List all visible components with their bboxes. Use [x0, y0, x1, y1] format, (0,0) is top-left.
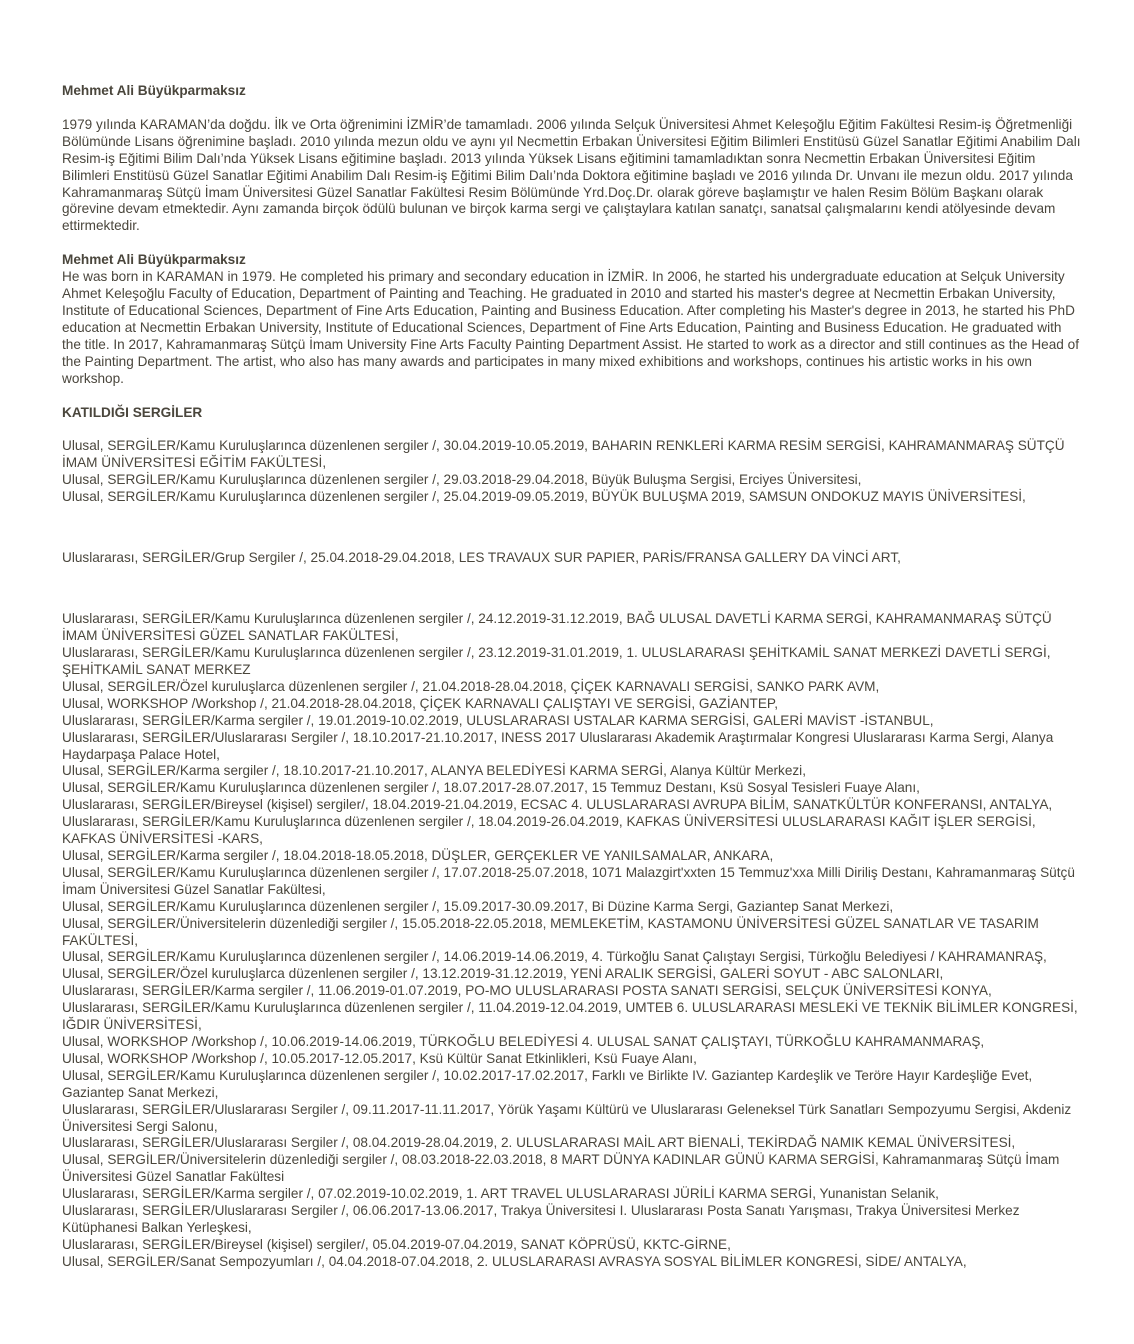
exhibition-entry: Ulusal, SERGİLER/Üniversitelerin düzenlediği sergiler /, 08.03.2018-22.03.2018, 8 MART DÜNYA KADINLAR GÜNÜ KARMA SERGİSİ, Kahramanmaraş Sütçü İmam Üniversitesi Güzel Sanatlar Fakültesi [62, 1152, 1060, 1185]
document-page [62, 83, 1082, 1271]
exhibition-entry: Uluslararası, SERGİLER/Uluslararası Sergiler /, 18.10.2017-21.10.2017, INESS 2017 Uluslararası Akademik Araştırmalar Kongresi Uluslararası Karma Sergi, Alanya Haydarpaşa Palace Hotel, [62, 729, 1054, 762]
spacer [62, 421, 1082, 438]
exhibition-entry: Ulusal, SERGİLER/Kamu Kuruluşlarınca düzenlenen sergiler /, 10.02.2017-17.02.2017, Farklı ve Birlikte IV. Gaziantep Kardeşlik ve Teröre Hayır Kardeşliğe Evet, Gaziantep Sanat Merkezi, [62, 1067, 1033, 1100]
exhibition-entry: Uluslararası, SERGİLER/Uluslararası Sergiler /, 09.11.2017-11.11.2017, Yörük Yaşamı Kültürü ve Uluslararası Geleneksel Türk Sanatları Sempozyumu Sergisi, Akdeniz Üniversitesi Sergi Salonu, [62, 1101, 1072, 1134]
spacer [62, 100, 1082, 117]
exhibition-entry: Ulusal, SERGİLER/Kamu Kuruluşlarınca düzenlenen sergiler /, 30.04.2019-10.05.2019, BAHARIN RENKLERİ KARMA RESİM SERGİSİ, KAHRAMANMARAŞ SÜTÇÜ İMAM ÜNİVERSİTESİ EĞİTİM FAKÜLTESİ, [62, 438, 1065, 471]
exhibition-blank-line [62, 581, 1082, 598]
exhibition-entry: Uluslararası, SERGİLER/Uluslararası Sergiler /, 08.04.2019-28.04.2019, 2. ULUSLARARASI MAİL ART BİENALİ, TEKİRDAĞ NAMIK KEMAL ÜNİVERSİTESİ, [62, 1135, 1016, 1151]
exhibition-entry: Uluslararası, SERGİLER/Karma sergiler /, 11.06.2019-01.07.2019, PO-MO ULUSLARARASI POSTA SANATI SERGİSİ, SELÇUK ÜNİVERSİTESİ KONYA, [62, 983, 992, 999]
exhibition-entry: Ulusal, WORKSHOP /Workshop /, 10.06.2019-14.06.2019, TÜRKOĞLU BELEDİYESİ 4. ULUSAL SANAT ÇALIŞTAYI, TÜRKOĞLU KAHRAMANMARAŞ, [62, 1033, 985, 1049]
exhibition-entry: Uluslararası, SERGİLER/Karma sergiler /, 07.02.2019-10.02.2019, 1. ART TRAVEL ULUSLARARASI JÜRİLİ KARMA SERGİ, Yunanistan Selanik, [62, 1186, 939, 1202]
exhibition-entry: Ulusal, SERGİLER/Kamu Kuruluşlarınca düzenlenen sergiler /, 29.03.2018-29.04.2018, Büyük Buluşma Sergisi, Erciyes Üniversitesi, [62, 472, 862, 488]
exhibition-entry: Uluslararası, SERGİLER/Bireysel (kişisel) sergiler/, 18.04.2019-21.04.2019, ECSAC 4. ULUSLARARASI AVRUPA BİLİM, SANATKÜLTÜR KONFERANSI, ANTALYA, [62, 797, 1053, 813]
tr-biography: 1979 yılında KARAMAN’da doğdu. İlk ve Orta öğrenimini İZMİR’de tamamladı. 2006 yılında Selçuk Üniversitesi Ahmet Keleşoğlu Eğitim Fakültesi Resim-iş Öğretmenliği Bölümünde Lisans öğrenimine başladı. 2010 yılında mezun oldu ve aynı yıl Necmettin Erbakan Üniversitesi Eğitim Bilimleri Enstitüsü Güzel Sanatlar Eğitimi Anabilim Dalı Resim-iş Eğitimi Bilim Dalı’nda Yüksek Lisans eğitimine başladı. 2013 yılında Yüksek Lisans eğitimini tamamladıktan sonra Necmettin Erbakan Üniversitesi Eğitim Bilimleri Enstitüsü Güzel Sanatlar Eğitimi Anabilim Dalı Resim-iş Eğitimi Bilim Dalı’nda Doktora eğitimine başladı ve 2016 yılında Dr. Unvanı ile mezun oldu. 2017 yılında Kahramanmaraş Sütçü İmam Üniversitesi Güzel Sanatlar Fakültesi Resim Bölümünde Yrd.Doç.Dr. olarak göreve başlamıştır ve halen Resim Bölüm Başkanı olarak görevine devam etmektedir. Aynı zamanda birçok ödülü bulunan ve birçok karma sergi ve çalıştaylara katılan sanatçı, sanatsal çalışmalarını kendi atölyesinde devam ettirmektedir. [62, 116, 1081, 234]
exhibition-blank-line [62, 520, 1082, 537]
tr-artist-name: Mehmet Ali Büyükparmaksız [62, 83, 246, 98]
exhibition-entry: Ulusal, SERGİLER/Kamu Kuruluşlarınca düzenlenen sergiler /, 15.09.2017-30.09.2017, Bi Düzine Karma Sergi, Gaziantep Sanat Merkezi, [62, 898, 894, 914]
exhibition-entry: Ulusal, SERGİLER/Karma sergiler /, 18.10.2017-21.10.2017, ALANYA BELEDİYESİ KARMA SERGİ, Alanya Kültür Merkezi, [62, 763, 806, 779]
spacer [62, 235, 1082, 252]
exhibition-entry: Uluslararası, SERGİLER/Uluslararası Sergiler /, 06.06.2017-13.06.2017, Trakya Üniversitesi I. Uluslararası Posta Sanatı Yarışması, Trakya Üniversitesi Merkez Kütüphanesi Balkan Yerleşkesi, [62, 1203, 1020, 1235]
exhibition-entry: Ulusal, SERGİLER/Kamu Kuruluşlarınca düzenlenen sergiler /, 18.07.2017-28.07.2017, 15 Temmuz Destanı, Ksü Sosyal Tesisleri Fuaye Alanı, [62, 780, 920, 796]
exhibition-entry: Ulusal, SERGİLER/Kamu Kuruluşlarınca düzenlenen sergiler /, 14.06.2019-14.06.2019, 4. Türkoğlu Sanat Çalıştayı Sergisi, Türkoğlu Belediyesi / KAHRAMANRAŞ, [62, 949, 1047, 965]
exhibitions-heading: KATILDIĞI SERGİLER [62, 404, 203, 420]
exhibition-entry: Ulusal, SERGİLER/Kamu Kuruluşlarınca düzenlenen sergiler /, 17.07.2018-25.07.2018, 1071 Malazgirt'xxten 15 Temmuz'xxa Milli Diriliş Destanı, Kahramanmaraş Sütçü İmam Üniversitesi Güzel Sanatlar Fakültesi, [62, 864, 1075, 897]
exhibition-entry: Uluslararası, SERGİLER/Grup Sergiler /, 25.04.2018-29.04.2018, LES TRAVAUX SUR PAPIER, PARİS/FRANSA GALLERY DA VİNCİ ART, [62, 550, 901, 566]
exhibition-entry: Uluslararası, SERGİLER/Kamu Kuruluşlarınca düzenlenen sergiler /, 24.12.2019-31.12.2019, BAĞ ULUSAL DAVETLİ KARMA SERGİ, KAHRAMANMARAŞ SÜTÇÜ İMAM ÜNİVERSİTESİ GÜZEL SANATLAR FAKÜLTESİ, [62, 611, 1052, 644]
exhibition-entry: Ulusal, SERGİLER/Sanat Sempozyumları /, 04.04.2018-07.04.2018, 2. ULUSLARARASI AVRASYA SOSYAL BİLİMLER KONGRESİ, SİDE/ ANTALYA, [62, 1253, 967, 1269]
en-biography: He was born in KARAMAN in 1979. He completed his primary and secondary education in İZMİR. In 2006, he started his undergraduate education at Selçuk University Ahmet Keleşoğlu Faculty of Education, Department of Painting and Teaching. He graduated in 2010 and started his master's degree at Necmettin Erbakan University, Institute of Educational Sciences, Department of Fine Arts Education, Painting and Business Education. After completing his Master's degree in 2013, he started his PhD education at Necmettin Erbakan University, Institute of Educational Sciences, Department of Fine Arts Education, Painting and Business Education. He graduated with the title. In 2017, Kahramanmaraş Sütçü İmam University Fine Arts Faculty Painting Department Assist. He started to work as a director and still continues as the Head of the Painting Department. The artist, who also has many awards and participates in many mixed exhibitions and workshops, continues his artistic works in his own workshop. [62, 269, 1079, 386]
exhibition-entry: Ulusal, WORKSHOP /Workshop /, 21.04.2018-28.04.2018, ÇİÇEK KARNAVALI ÇALIŞTAYI VE SERGİSİ, GAZİANTEP, [62, 695, 778, 711]
exhibition-entry: Uluslararası, SERGİLER/Karma sergiler /, 19.01.2019-10.02.2019, ULUSLARARASI USTALAR KARMA SERGİSİ, GALERİ MAVİST -İSTANBUL, [62, 712, 934, 728]
exhibition-entry: Uluslararası, SERGİLER/Bireysel (kişisel) sergiler/, 05.04.2019-07.04.2019, SANAT KÖPRÜSÜ, KKTC-GİRNE, [62, 1236, 731, 1252]
exhibition-entry: Ulusal, SERGİLER/Üniversitelerin düzenlediği sergiler /, 15.05.2018-22.05.2018, MEMLEKETİM, KASTAMONU ÜNİVERSİTESİ GÜZEL SANATLAR VE TASARIM FAKÜLTESİ, [62, 915, 1039, 948]
exhibition-entry: Uluslararası, SERGİLER/Kamu Kuruluşlarınca düzenlenen sergiler /, 11.04.2019-12.04.2019, UMTEB 6. ULUSLARARASI MESLEKİ VE TEKNİK BİLİMLER KONGRESİ, IĞDIR ÜNİVERSİTESİ, [62, 1000, 1078, 1033]
exhibition-entry: Ulusal, SERGİLER/Özel kuruluşlarca düzenlenen sergiler /, 21.04.2018-28.04.2018, ÇİÇEK KARNAVALI SERGİSİ, SANKO PARK AVM, [62, 678, 880, 694]
spacer [62, 388, 1082, 405]
exhibition-entry: Ulusal, SERGİLER/Karma sergiler /, 18.04.2018-18.05.2018, DÜŞLER, GERÇEKLER VE YANILSAMALAR, ANKARA, [62, 848, 774, 863]
exhibition-entry: Ulusal, WORKSHOP /Workshop /, 10.05.2017-12.05.2017, Ksü Kültür Sanat Etkinlikleri, Ksü Fuaye Alanı, [62, 1050, 697, 1066]
exhibition-entry: Uluslararası, SERGİLER/Kamu Kuruluşlarınca düzenlenen sergiler /, 18.04.2019-26.04.2019, KAFKAS ÜNİVERSİTESİ ULUSLARARASI KAĞIT İŞLER SERGİSİ, KAFKAS ÜNİVERSİTESİ -KARS, [62, 814, 1036, 847]
exhibition-entry: Ulusal, SERGİLER/Özel kuruluşlarca düzenlenen sergiler /, 13.12.2019-31.12.2019, YENİ ARALIK SERGİSİ, GALERİ SOYUT - ABC SALONLARI, [62, 966, 944, 982]
exhibition-entry: Uluslararası, SERGİLER/Kamu Kuruluşlarınca düzenlenen sergiler /, 23.12.2019-31.01.2019, 1. ULUSLARARASI ŞEHİTKAMİL SANAT MERKEZİ DAVETLİ SERGİ, ŞEHİTKAMİL SANAT MERKEZ [62, 645, 1051, 678]
exhibition-entry: Ulusal, SERGİLER/Kamu Kuruluşlarınca düzenlenen sergiler /, 25.04.2019-09.05.2019, BÜYÜK BULUŞMA 2019, SAMSUN ONDOKUZ MAYIS ÜNİVERSİTESİ, [62, 489, 1026, 505]
exhibition-list [62, 438, 1082, 1270]
en-artist-name: Mehmet Ali Büyükparmaksız [62, 252, 246, 268]
